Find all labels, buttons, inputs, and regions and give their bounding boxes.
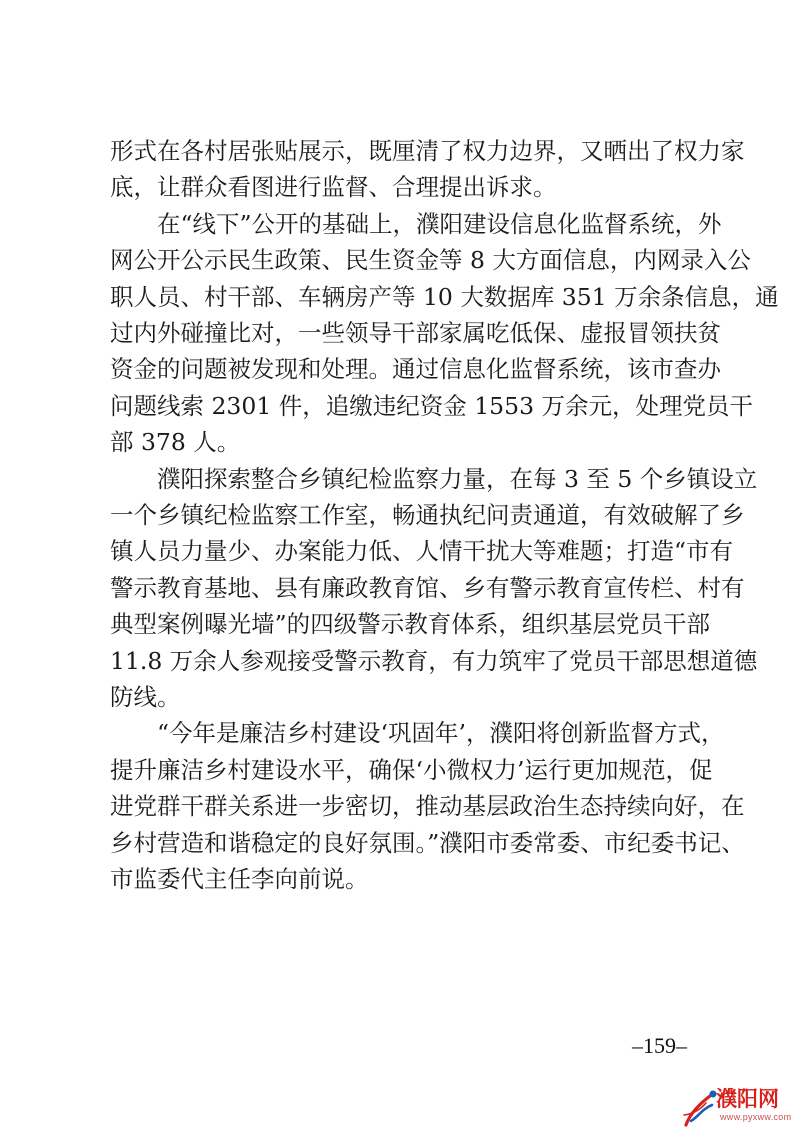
- site-logo-icon: [682, 1085, 720, 1129]
- page-number: –159–: [632, 1033, 687, 1058]
- text-line: 防线。: [110, 683, 181, 711]
- site-logo-name: 濮阳网: [716, 1087, 779, 1111]
- text-line: 一个乡镇纪检监察工作室，畅通执纪问责通道，有效破解了乡: [110, 501, 745, 529]
- text-line: 在“线下”公开的基础上，濮阳建设信息化监督系统，外: [110, 209, 722, 238]
- text-line: 底，让群众看图进行监督、合理提出诉求。: [110, 173, 557, 202]
- text-line: 资金的问题被发现和处理。通过信息化监督系统，该市查办: [110, 355, 721, 384]
- text-line: 网公开公示民生政策、民生资金等 8 大方面信息，内网录入公: [110, 246, 751, 275]
- text-line: 提升廉洁乡村建设水平，确保‘小微权力’运行更加规范，促: [110, 755, 713, 784]
- text-line: 部 378 人。: [110, 428, 241, 457]
- text-line: “今年是廉洁乡村建设‘巩固年’，濮阳将创新监督方式，: [110, 719, 725, 748]
- text-line: 过内外碰撞比对，一些领导干部家属吃低保、虚报冒领扶贫: [110, 319, 721, 347]
- text-line: 典型案例曝光墙”的四级警示教育体系，组织基层党员干部: [110, 610, 710, 639]
- text-line: 问题线索 2301 件，追缴违纪资金 1553 万余元，处理党员干: [110, 391, 753, 420]
- text-line: 乡村营造和谐稳定的良好氛围。”濮阳市委常委、市纪委书记、: [110, 828, 745, 857]
- text-line: 形式在各村居张贴展示，既厘清了权力边界，又晒出了权力家: [110, 137, 745, 165]
- text-line: 进党群干群关系进一步密切，推动基层政治生态持续向好，在: [110, 792, 745, 821]
- site-logo: [682, 1085, 794, 1129]
- text-line: 市监委代主任李向前说。: [110, 865, 369, 893]
- text-line: 11.8 万余人参观接受警示教育，有力筑牢了党员干部思想道德: [110, 646, 758, 675]
- text-line: 警示教育基地、县有廉政教育馆、乡有警示教育宣传栏、村有: [110, 573, 745, 602]
- text-line: 镇人员力量少、办案能力低、人情干扰大等难题；打造“市有: [110, 537, 734, 566]
- text-line: 濮阳探索整合乡镇纪检监察力量，在每 3 至 5 个乡镇设立: [110, 464, 758, 493]
- site-logo-url: www.pyxww.com: [720, 1112, 792, 1122]
- text-line: 职人员、村干部、车辆房产等 10 大数据库 351 万余条信息，通: [110, 282, 779, 311]
